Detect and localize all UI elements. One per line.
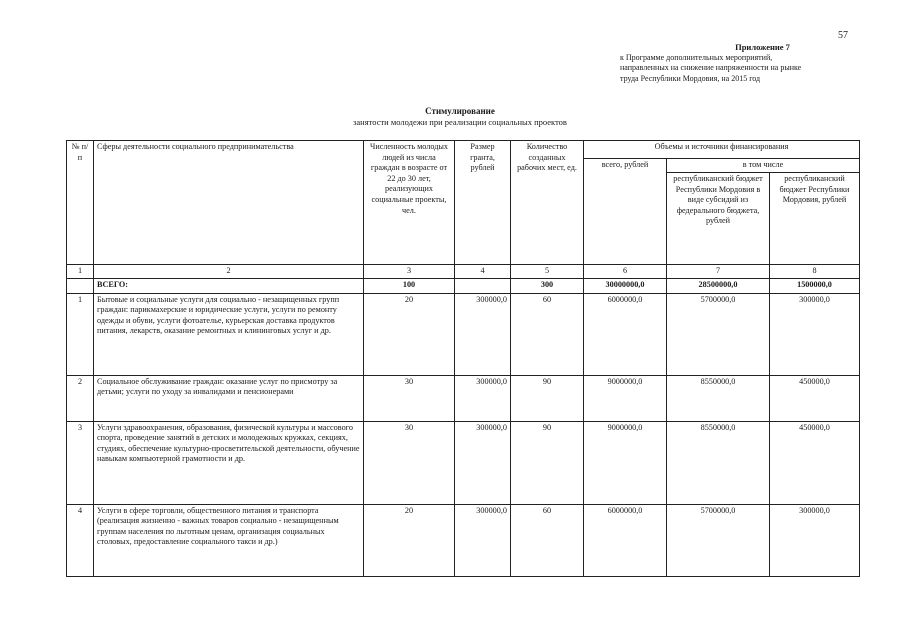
row-grant: 300000,0 bbox=[455, 421, 511, 504]
row-count: 20 bbox=[364, 293, 455, 375]
title-line-1: Стимулирование bbox=[425, 106, 495, 116]
row-subsidy: 8550000,0 bbox=[667, 375, 770, 421]
appendix-line: направленных на снижение напряженности на рынке bbox=[620, 63, 802, 72]
row-number: 1 bbox=[67, 293, 94, 375]
column-numbers-row bbox=[67, 265, 860, 279]
row-jobs: 90 bbox=[511, 421, 584, 504]
row-count: 20 bbox=[364, 504, 455, 576]
title-line-2: занятости молодежи при реализации социальных проектов bbox=[353, 117, 567, 127]
row-grant: 300000,0 bbox=[455, 504, 511, 576]
row-grant: 300000,0 bbox=[455, 293, 511, 375]
row-jobs: 90 bbox=[511, 375, 584, 421]
column-number: 4 bbox=[455, 265, 511, 279]
row-sphere: Бытовые и социальные услуги для социально - незащищенных групп граждан: парикмахерские и юридические услуги, услуги по ремонту одежды и обуви, услуги фотоателье, курьерская доставка продуктов питания, лекарств, оказание ремонтных и клининговых услуг и др. bbox=[94, 293, 364, 375]
total-jobs: 300 bbox=[511, 278, 584, 293]
table-row bbox=[67, 421, 860, 504]
row-subsidy: 8550000,0 bbox=[667, 421, 770, 504]
appendix-note bbox=[620, 42, 865, 84]
column-number: 3 bbox=[364, 265, 455, 279]
row-count: 30 bbox=[364, 375, 455, 421]
row-total: 9000000,0 bbox=[584, 375, 667, 421]
row-grant: 300000,0 bbox=[455, 375, 511, 421]
table-row bbox=[67, 375, 860, 421]
appendix-title: Приложение 7 bbox=[735, 42, 790, 52]
row-jobs: 60 bbox=[511, 504, 584, 576]
header-total: всего, рублей bbox=[584, 159, 667, 265]
row-sphere: Услуги в сфере торговли, общественного питания и транспорта (реализация жизненно - важных товаров социально - незащищенным группам населения по льготным ценам, организация социальных столовых, предоставление социального такси и др.) bbox=[94, 504, 364, 576]
row-budget: 300000,0 bbox=[770, 504, 860, 576]
header-row-1 bbox=[67, 141, 860, 159]
total-grant bbox=[455, 278, 511, 293]
header-count: Численность молодых людей из числа граждан в возрасте от 22 до 30 лет, реализующих социальные проекты, чел. bbox=[364, 141, 455, 265]
column-number: 6 bbox=[584, 265, 667, 279]
column-number: 5 bbox=[511, 265, 584, 279]
row-jobs: 60 bbox=[511, 293, 584, 375]
row-number: 2 bbox=[67, 375, 94, 421]
appendix-line: труда Республики Мордовия, на 2015 год bbox=[620, 73, 761, 83]
row-total: 6000000,0 bbox=[584, 293, 667, 375]
header-grant: Размер гранта, рублей bbox=[455, 141, 511, 265]
appendix-line: к Программе дополнительных мероприятий, bbox=[620, 52, 773, 62]
header-funding: Объемы и источники финансирования bbox=[584, 141, 860, 159]
total-sum: 30000000,0 bbox=[584, 278, 667, 293]
header-jobs: Количество созданных рабочих мест, ед. bbox=[511, 141, 584, 265]
row-total: 6000000,0 bbox=[584, 504, 667, 576]
row-budget: 300000,0 bbox=[770, 293, 860, 375]
header-no: № п/п bbox=[67, 141, 94, 265]
row-number: 4 bbox=[67, 504, 94, 576]
header-sphere: Сферы деятельности социального предпринимательства bbox=[94, 141, 364, 265]
row-sphere: Услуги здравоохранения, образования, физической культуры и массового спорта, проведение занятий в детских и молодежных кружках, секциях, студиях, обеспечение культурно-просветительской деятельности, обучение навыкам компьютерной грамотности и др. bbox=[94, 421, 364, 504]
column-number: 7 bbox=[667, 265, 770, 279]
total-subsidy: 28500000,0 bbox=[667, 278, 770, 293]
column-number: 2 bbox=[94, 265, 364, 279]
total-budget: 1500000,0 bbox=[770, 278, 860, 293]
row-count: 30 bbox=[364, 421, 455, 504]
total-count: 100 bbox=[364, 278, 455, 293]
table-row bbox=[67, 504, 860, 576]
header-incl: в том числе bbox=[667, 159, 860, 173]
total-no-cell bbox=[67, 278, 94, 293]
document-title bbox=[230, 106, 690, 128]
page-number: 57 bbox=[838, 30, 848, 41]
funding-table bbox=[66, 140, 860, 577]
table-row bbox=[67, 293, 860, 375]
header-rep-subsidy: республиканский бюджет Республики Мордовия в виде субсидий из федерального бюджета, рублей bbox=[667, 173, 770, 265]
row-total: 9000000,0 bbox=[584, 421, 667, 504]
column-number: 1 bbox=[67, 265, 94, 279]
row-number: 3 bbox=[67, 421, 94, 504]
column-number: 8 bbox=[770, 265, 860, 279]
row-budget: 450000,0 bbox=[770, 375, 860, 421]
row-subsidy: 5700000,0 bbox=[667, 504, 770, 576]
total-label: ВСЕГО: bbox=[94, 278, 364, 293]
row-budget: 450000,0 bbox=[770, 421, 860, 504]
total-row bbox=[67, 278, 860, 293]
row-sphere: Социальное обслуживание граждан: оказание услуг по присмотру за детьми; услуги по уходу за инвалидами и пенсионерами bbox=[94, 375, 364, 421]
header-rep-budget: республиканский бюджет Республики Мордовия, рублей bbox=[770, 173, 860, 265]
row-subsidy: 5700000,0 bbox=[667, 293, 770, 375]
